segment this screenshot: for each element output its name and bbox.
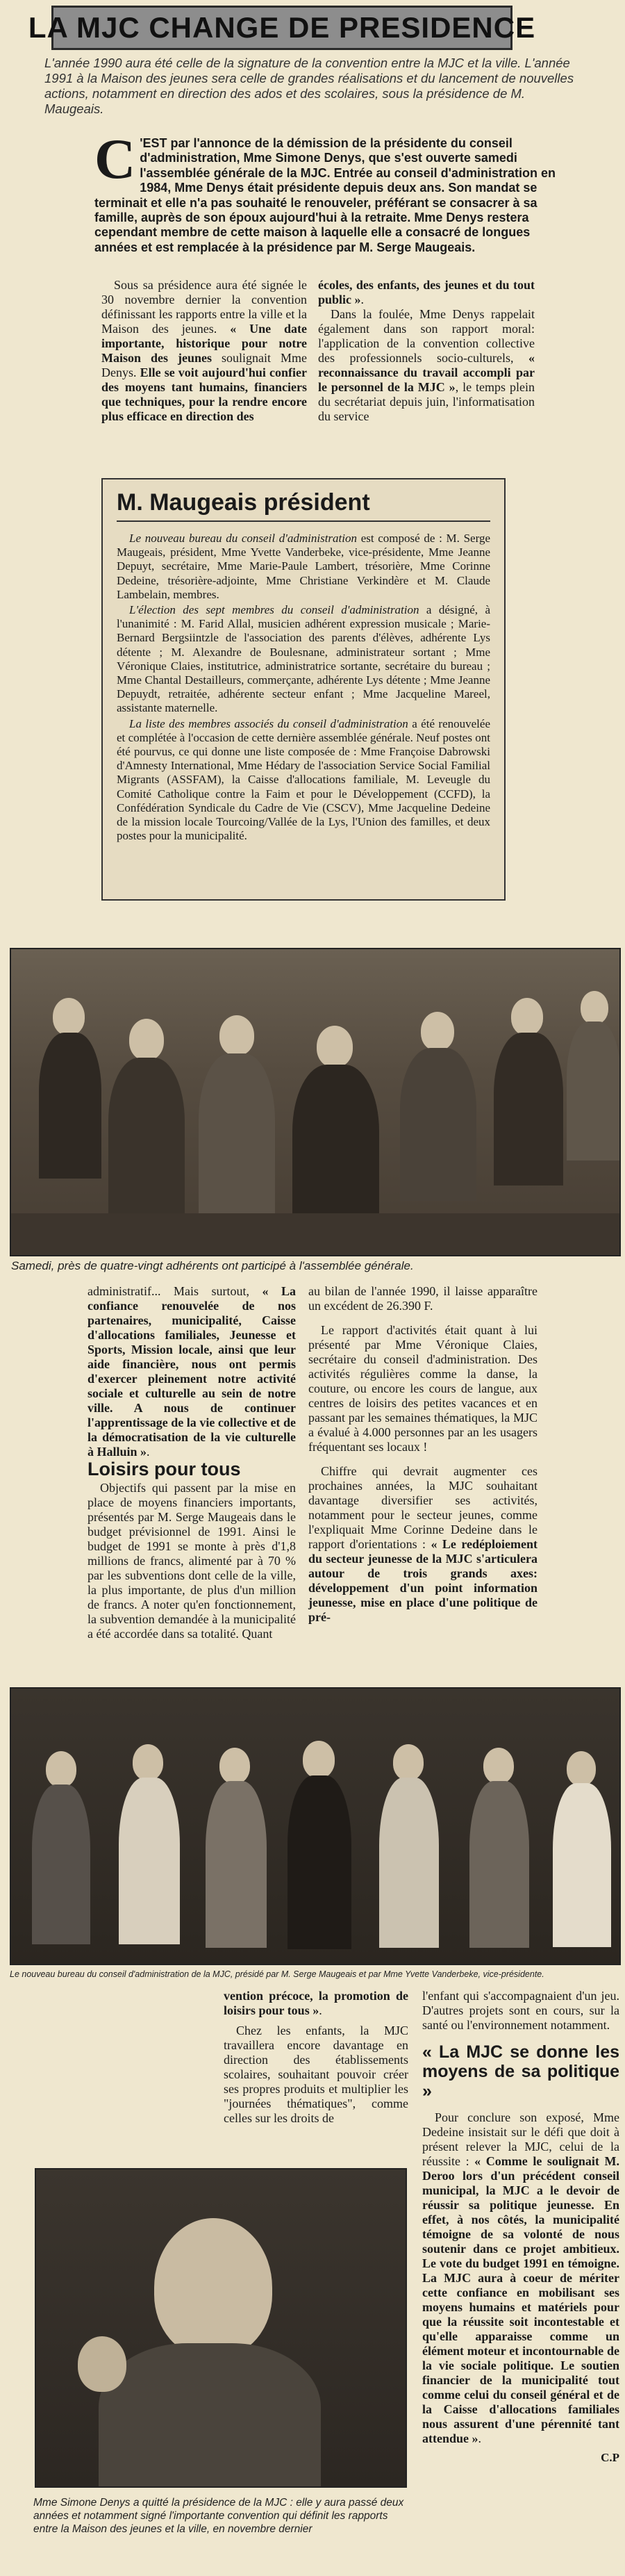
text: , le temps plein du secrétariat depuis juin, l'informatisation du service [318, 380, 535, 423]
figure [469, 1781, 529, 1948]
paragraph: Objectifs qui passent par la mise en place de moyens financiers importants, présentés par M. Serge Maugeais dans le budget prévisionnel de 1991. Ainsi le budget de 1991 se monte à près d'1,8 millions de francs, alimenté par à 70 % par les subventions dont celle de la ville, la plus importante, de plus d'un million de francs. A noter qu'en fonctionnement, la subvention demandée à la municipalité a été accordée dans sa totalité. Quant [88, 1481, 296, 1641]
figure [567, 1751, 596, 1786]
italic-lead: La liste des membres associés du conseil d'administration [129, 716, 408, 730]
figure [553, 1783, 611, 1947]
figure [511, 998, 543, 1035]
quote: « Une date importante, historique pour notre Maison des jeunes [101, 322, 308, 365]
italic-lead: L'élection des sept membres du conseil d'administration [129, 603, 419, 617]
portrait-photo [35, 2168, 407, 2488]
text: Chiffre qui devrait augmenter ces prochaines années, la MJC souhaitant davantage diversifier ses activités, notamment pour le secteur jeunes, comme l'expliquait Mme Corinne Dedeine dans le rapport d'orientations : [308, 1464, 538, 1551]
quote: « Le redéploiement du secteur jeunesse de la MJC s'articulera autour de trois grands axes: développement d'un point information jeunesse, mise en place d'une politique de pré- [308, 1537, 538, 1624]
subheading: « La MJC se donne les moyens de sa politique » [422, 2042, 619, 2101]
column-1 [101, 278, 307, 424]
drop-cap: C [94, 127, 136, 190]
figure [400, 1048, 476, 1201]
figure [39, 1033, 101, 1179]
column-6 [422, 1989, 619, 2465]
quote: Elle se voit aujourd'hui confier des moyens tant humains, financiers que techniques, pour la rendre encore plus efficace en direction des [101, 366, 307, 423]
figure [483, 1748, 514, 1784]
quote: écoles, des enfants, des jeunes et du tout public » [318, 278, 535, 306]
board-photo [10, 1687, 621, 1965]
figure [567, 1022, 621, 1160]
floor [11, 1213, 619, 1255]
box-title: M. Maugeais président [117, 489, 490, 522]
column-2 [318, 278, 535, 424]
quote: « La confiance renouvelée de nos partenaires, municipalité, Caisse d'allocations familiales, Jeunesse et Sports, Mission locale, ainsi que leur aide financière, nous ont permis d'exercer pleinement notre activité sociale et culturelle au sein de notre ville. A nous de continuer l'apprentissage de la vie collective et de la démocratisation de la vie culturelle à Halluin » [88, 1284, 296, 1459]
column-5 [224, 1989, 408, 2126]
photo-caption: Mme Simone Denys a quitté la présidence de la MJC : elle y aura passé deux années et notamment signé l'importante convention qui définit les rapports entre la Maison des jeunes et la ville, en novembre dernier [33, 2497, 404, 2535]
text: . [360, 293, 365, 306]
figure [292, 1065, 379, 1231]
figure [379, 1778, 439, 1948]
figure [133, 1744, 163, 1780]
paragraph: l'enfant qui s'accompagnaient d'un jeu. D'autres projets sont en cours, sur la santé ou l'environnement notamment. [422, 1989, 619, 2032]
author-signature: C.P [601, 2451, 619, 2464]
text: soulignait Mme Denys. [101, 351, 308, 379]
figure [219, 1015, 254, 1056]
text: Pour conclure son exposé, Mme Dedeine insistait sur le défi que doit à présent relever la MJC, celui de la réussite : [422, 2110, 619, 2168]
text: est composé de : M. Serge Maugeais, président, Mme Yvette Vanderbeke, vice-présidente, Mme Jeanne Depuyt, secrétaire, Mme Marie-Paule Lambert, trésorière, Mme Corinne Dedeine, trésorière-adjointe, Mme Christiane Verkindère et M. Claude Lambelain, membres. [117, 532, 490, 601]
figure [494, 1033, 563, 1186]
headline-banner [28, 6, 536, 50]
figure [119, 1778, 180, 1944]
column-3 [88, 1284, 296, 1641]
figure [129, 1019, 164, 1060]
headline: LA MJC CHANGE DE PRESIDENCE [28, 11, 536, 44]
figure [288, 1775, 351, 1949]
paragraph: au bilan de l'année 1990, il laisse apparaître un excédent de 26.390 F. [308, 1284, 538, 1313]
figure [154, 2218, 272, 2357]
italic-lead: Le nouveau bureau du conseil d'administration [129, 532, 357, 545]
quote: vention précoce, la promotion de loisirs pour tous » [224, 1989, 408, 2017]
text: a désigné, à l'unanimité : M. Farid Allal, musicien adhérent expression musicale ; Marie-Bernard Bergsiintzle de l'association des parents d'élèves, adhérente Lys détente ; M. Alexandre de Boulesnane, administrateur sortant ; Mme Véronique Claies, institutrice, administratrice sortante, secrétaire du bureau ; Mme Chantal Destailleurs, commerçante, adhérente Lys détente ; Mme Jeanne Depuydt, retraitée, adhérente secteur enfant ; Mme Jacqueline Mareel, assistante maternelle. [117, 603, 490, 715]
figure [581, 991, 608, 1024]
lead-paragraph [94, 127, 564, 255]
sidebar-box [101, 478, 506, 901]
figure [317, 1026, 353, 1067]
figure [303, 1741, 335, 1778]
text: . [478, 2431, 481, 2445]
paragraph: Chez les enfants, la MJC travaillera encore davantage en direction des établissements scolaires, souhaitant pouvoir créer ses propres produits et multiplier les "journées thématiques", comme celles sur les droits de [224, 2024, 408, 2125]
subheading: Loisirs pour tous [88, 1459, 241, 1479]
figure [53, 998, 85, 1035]
text: a été renouvelée et complétée à l'occasion de cette dernière assemblée générale. Neuf postes ont été pourvus, ce qui donne une liste composée de : Mme Françoise Dabrowski d'Amnesty International, Mme Hédary de l'association Service Social Familial Migrants (ASSFAM), la Caisse d'allocations familiale, M. Leveugle du Comité Catholique contre la Faim et pour le Développement (CCFD), la Confédération Syndicale du Cadre de Vie (CSCV), Mme Jacqueline Dedeine de la mission locale Tourcoing/Vallée de la Lys, l'Union des familles, et deux postes pour la municipalité. [117, 716, 490, 843]
figure [99, 2343, 321, 2488]
quote: « reconnaissance du travail accompli par le personnel de la MJC » [318, 351, 535, 394]
figure [199, 1053, 275, 1220]
figure [421, 1012, 454, 1051]
assembly-photo [10, 948, 621, 1256]
quote: « Comme le soulignait M. Deroo lors d'un précédent conseil municipal, la MJC a le devoir de réussir sa politique jeunesse. En effet, à nos côtés, la municipalité témoigne de sa volonté de nous soutenir dans ce projet ambitieux. Le vote du budget 1991 en témoigne. La MJC aura à coeur de mériter cette confiance en mobilisant ses moyens humains et matériels pour que la réussite soit incontestable et qu'elle apparaisse comme un élément moteur et incontournable de la vie sociale politique. Le soutien financier de la municipalité tout comme celui du conseil général et de la Caisse d'allocations familiales nous assurent d'une pérennité tant attendue » [422, 2154, 619, 2445]
text: . [319, 2003, 322, 2017]
photo-caption: Le nouveau bureau du conseil d'administration de la MJC, présidé par M. Serge Maugeais et par Mme Yvette Vanderbeke, vice-présidente. [10, 1969, 544, 1979]
text: administratif... Mais surtout, [88, 1284, 262, 1298]
paragraph: Le rapport d'activités était quant à lui présenté par Mme Véronique Claies, secrétaire du conseil d'administration. Des activités régulières comme la danse, la couture, ou encore les cours de langue, aux centres de loisirs des petites vacances et en passant par les semaines thématiques, la MJC a évalué à 4.000 personnes par an les usagers fréquentant ses locaux ! [308, 1323, 538, 1454]
figure [108, 1058, 185, 1217]
figure [32, 1785, 90, 1944]
standfirst: L'année 1990 aura été celle de la signature de la convention entre la MJC et la ville. L'année 1991 à la Maison des jeunes sera celle de grandes réalisations et du lancement de nouvelles actions, notamment en direction des ados et des scolaires, sous la présidence de M. Maugeais. [44, 56, 574, 116]
photo-caption: Samedi, près de quatre-vingt adhérents ont participé à l'assemblée générale. [11, 1259, 414, 1272]
figure [219, 1748, 250, 1784]
lead-text: 'EST par l'annonce de la démission de la présidente du conseil d'administration, Mme Simone Denys, que s'est ouverte samedi l'assemblée générale de la MJC. Entrée au conseil d'administration en 1984, Mme Denys était présidente depuis deux ans. Son mandat se terminait et elle n'a pas souhaité le renouveler, préférant se consacrer à sa famille, auprès de son époux aujourd'hui à la retraite. Mme Denys restera cependant membre de cette maison à laquelle elle a consacré de longues années et est remplacée à la présidence par M. Serge Maugeais. [94, 136, 556, 254]
text: . [147, 1445, 150, 1459]
column-4 [308, 1284, 538, 1625]
text: Dans la foulée, Mme Denys rappelait également dans son rapport moral: l'application de la convention collective des professionnels socio-culturels, [318, 307, 535, 365]
figure [206, 1781, 267, 1948]
figure [393, 1744, 424, 1780]
figure [46, 1751, 76, 1787]
text: Sous sa présidence aura été signée le 30 novembre dernier la convention définissant les rapports entre la ville et la Maison des jeunes. [101, 278, 307, 336]
hand [78, 2336, 126, 2392]
